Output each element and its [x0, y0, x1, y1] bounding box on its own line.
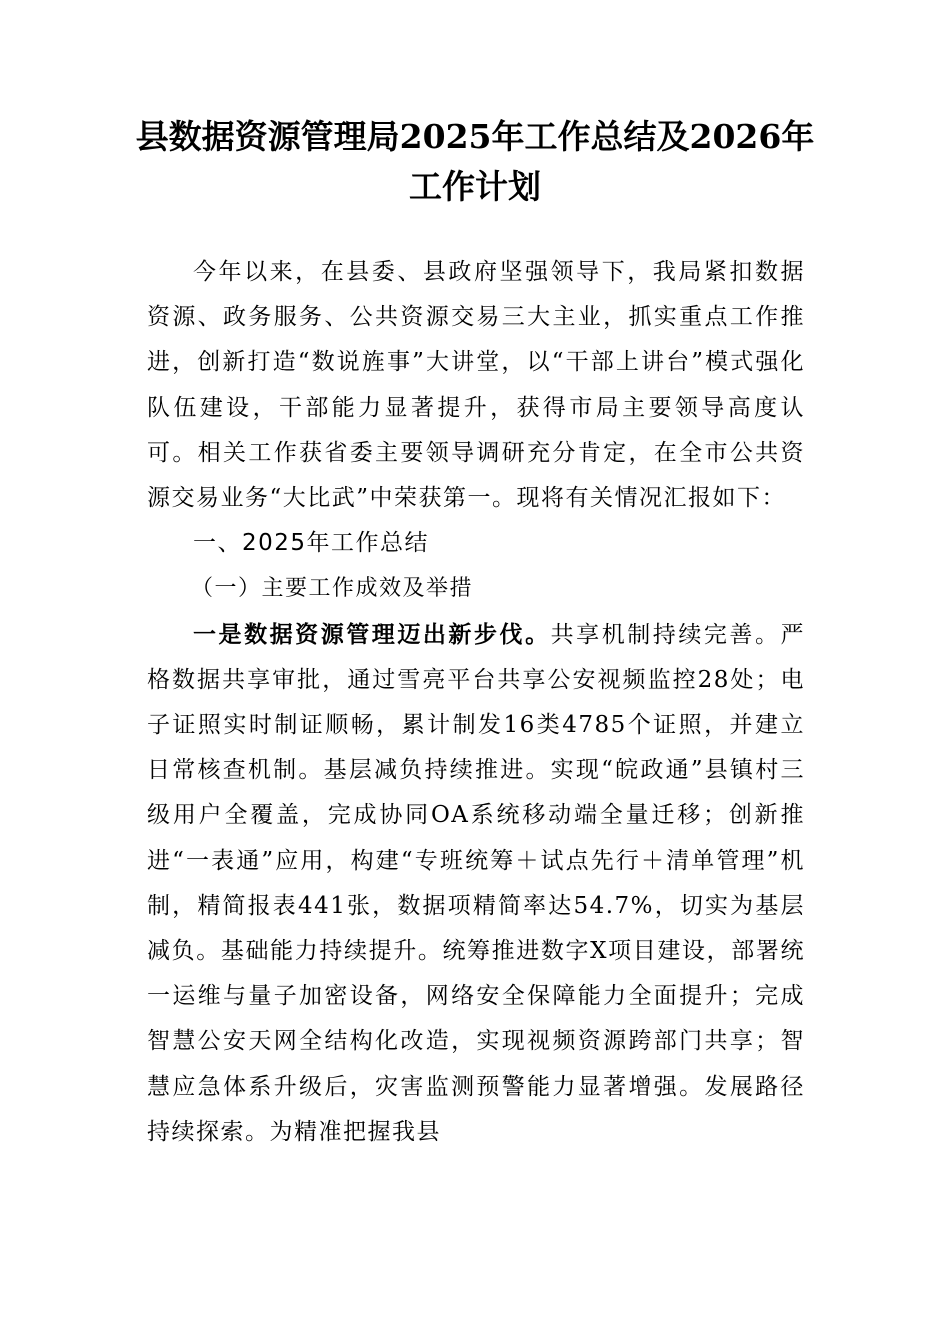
- document-title: 县数据资源管理局2025年工作总结及2026年工作计划: [135, 117, 815, 206]
- section-heading: 一、2025年工作总结: [193, 530, 430, 557]
- paragraph-body: 共享机制持续完善。严格数据共享审批，通过雪亮平台共享公安视频监控28处；电子证照实时制证顺畅，累计制发16类4785个证照，并建立日常核查机制。基层减负持续推进。实现“皖政通”县镇村三级用户全覆盖，完成协同OA系统移动端全量迁移；创新推进“一表通”应用，构建“专班统筹＋试点先行＋清单管理”机制，精简报表441张，数据项精简率达54.7%，切实为基层减负。基础能力持续提升。统筹推进数字X项目建设，部署统一运维与量子加密设备，网络安全保障能力全面提升；完成智慧公安天网全结构化改造，实现视频资源跨部门共享；智慧应急体系升级后，灾害监测预警能力显著增强。发展路径持续探索。为精准把握我县: [147, 621, 806, 1145]
- subsection-heading: （一）主要工作成效及举措: [191, 576, 474, 602]
- intro-paragraph: 今年以来，在县委、县政府坚强领导下，我局紧扣数据资源、政务服务、公共资源交易三大主业，抓实重点工作推进，创新打造“数说旌事”大讲堂，以“干部上讲台”模式强化队伍建设，干部能力显著提升，获得市局主要领导高度认可。相关工作获省委主要领导调研充分肯定，在全市公共资源交易业务“大比武”中荣获第一。现将有关情况汇报如下：: [147, 259, 805, 512]
- document-body: [147, 250, 805, 1155]
- paragraph-lead: 一是数据资源管理迈出新步伐。: [193, 620, 551, 648]
- body-paragraph: [147, 612, 805, 1155]
